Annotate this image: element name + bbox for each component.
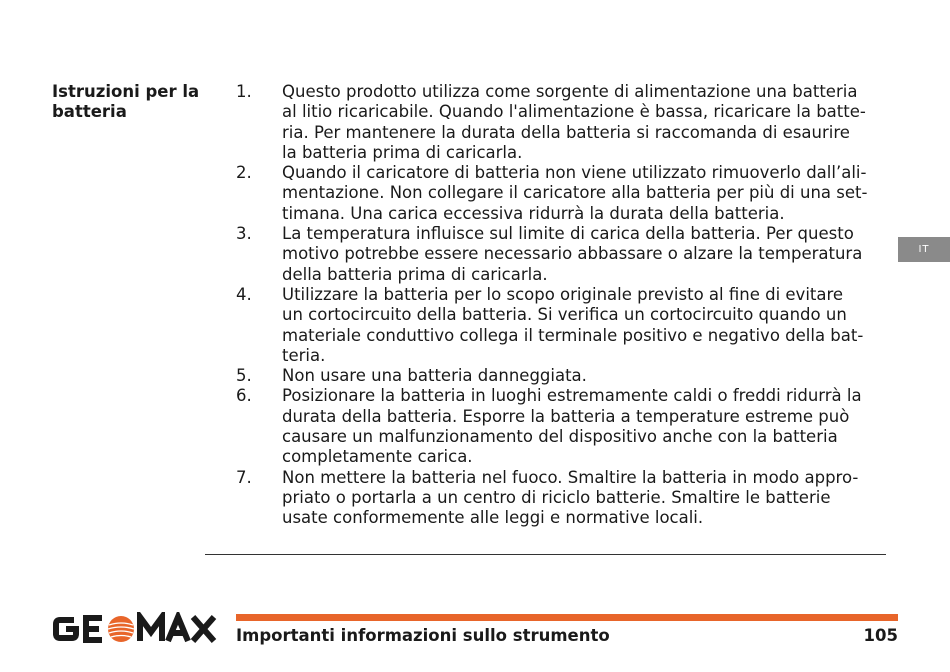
list-item: [236, 224, 896, 285]
list-item-number: 6.: [236, 386, 252, 406]
list-item-text: completamente carica.: [282, 447, 473, 467]
list-item-text: durata della batteria. Esporre la batteria a temperature estreme può: [282, 406, 850, 426]
list-item-number: 3.: [236, 224, 252, 244]
list-item-text: Non mettere la batteria nel fuoco. Smaltire la batteria in modo appro-: [282, 467, 859, 487]
list-item-text: mentazione. Non collegare il caricatore alla batteria per più di una set-: [282, 183, 868, 203]
list-item-text: Questo prodotto utilizza come sorgente di alimentazione una batteria: [282, 82, 858, 101]
list-item: [236, 386, 896, 467]
section-divider: [205, 554, 886, 555]
list-item-text: priato o portarla a un centro di riciclo batterie. Smaltire le batterie: [282, 487, 831, 507]
list-item-text: della batteria prima di caricarla.: [282, 264, 548, 284]
section-title: [52, 82, 222, 122]
list-item-text: Non usare una batteria danneggiata.: [282, 366, 587, 386]
page-number: 105: [863, 626, 898, 645]
list-item-text: usate conformemente alle leggi e normative locali.: [282, 508, 704, 528]
list-item-text: motivo potrebbe essere necessario abbassare o alzare la temperatura: [282, 244, 863, 264]
list-item-number: 5.: [236, 366, 252, 386]
list-item: [236, 163, 896, 224]
section-title-line: Istruzioni per la: [52, 82, 200, 101]
list-item-number: 2.: [236, 163, 252, 183]
list-item: [236, 82, 896, 163]
language-tab: IT: [898, 237, 950, 262]
list-item-text: La temperatura influisce sul limite di carica della batteria. Per questo: [282, 224, 854, 244]
geomax-logo: [52, 612, 218, 644]
list-item-text: materiale conduttivo collega il terminale positivo e negativo della bat-: [282, 325, 864, 345]
footer-accent-bar: [236, 614, 898, 621]
list-item-text: Utilizzare la batteria per lo scopo originale previsto al fine di evitare: [282, 284, 844, 304]
footer-title: Importanti informazioni sullo strumento: [236, 626, 610, 645]
list-item-text: causare un malfunzionamento del dispositivo anche con la batteria: [282, 427, 838, 447]
list-item-text: un cortocircuito della batteria. Si verifica un cortocircuito quando un: [282, 305, 847, 325]
list-item-text: Posizionare la batteria in luoghi estremamente caldi o freddi ridurrà la: [282, 386, 862, 406]
list-item: [236, 285, 896, 366]
list-item-text: la batteria prima di caricarla.: [282, 142, 523, 162]
list-item-text: timana. Una carica eccessiva ridurrà la durata della batteria.: [282, 203, 785, 223]
battery-instructions-list: [236, 82, 896, 529]
list-item: [236, 366, 896, 386]
list-item-text: Quando il caricatore di batteria non viene utilizzato rimuoverlo dall’ali-: [282, 163, 867, 183]
list-item-number: 7.: [236, 467, 252, 487]
list-item-number: 4.: [236, 284, 252, 304]
list-item-number: 1.: [236, 82, 252, 101]
list-item-text: ria. Per mantenere la durata della batteria si raccomanda di esaurire: [282, 122, 850, 142]
list-item-text: al litio ricaricabile. Quando l'alimentazione è bassa, ricaricare la batte-: [282, 102, 866, 122]
list-item-text: teria.: [282, 345, 326, 365]
list-item: [236, 468, 896, 529]
section-title-line: batteria: [52, 102, 127, 121]
